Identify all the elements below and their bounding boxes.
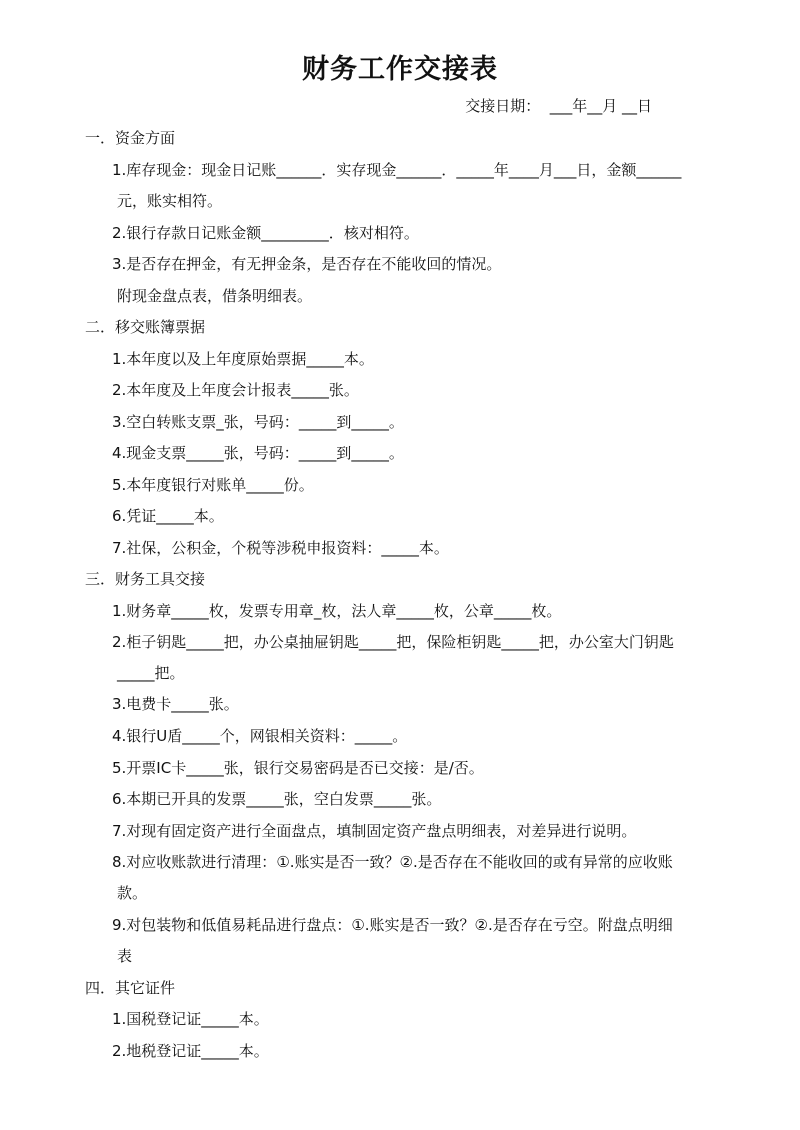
list-item: 1.本年度以及上年度原始票据_____本。 <box>112 350 374 368</box>
list-item: 2.地税登记证_____本。 <box>112 1042 269 1060</box>
list-item-continuation: 附现金盘点表，借条明细表。 <box>117 287 313 305</box>
list-item: 1.国税登记证_____本。 <box>112 1010 269 1028</box>
list-item-continuation: 表 <box>117 947 133 965</box>
list-item: 4.银行U盾_____个，网银相关资料：_____。 <box>112 727 408 745</box>
list-item: 2.本年度及上年度会计报表_____张。 <box>112 381 359 399</box>
list-item: 7.对现有固定资产进行全面盘点，填制固定资产盘点明细表，对差异进行说明。 <box>112 822 637 840</box>
list-item: 3.空白转账支票_张，号码：_____到_____。 <box>112 413 404 431</box>
section-heading-funds: 一．资金方面 <box>85 129 176 147</box>
list-item: 2.银行存款日记账金额_________．核对相符。 <box>112 224 419 242</box>
list-item: 6.本期已开具的发票_____张，空白发票_____张。 <box>112 790 442 808</box>
list-item: 7.社保，公积金，个税等涉税申报资料：_____本。 <box>112 539 449 557</box>
document-title: 财务工作交接表 <box>302 54 498 85</box>
section-heading-tools: 三．财务工具交接 <box>85 570 206 588</box>
list-item: 5.开票IC卡_____张，银行交易密码是否已交接：是/否。 <box>112 759 484 777</box>
handover-date: 交接日期： ___年__月 __日 <box>465 97 652 115</box>
list-item: 3.电费卡_____张。 <box>112 695 239 713</box>
list-item: 9.对包装物和低值易耗品进行盘点：①.账实是否一致？②.是否存在亏空。附盘点明细 <box>112 916 673 934</box>
list-item: 3.是否存在押金，有无押金条，是否存在不能收回的情况。 <box>112 255 502 273</box>
section-heading-books: 二．移交账簿票据 <box>85 318 206 336</box>
list-item: 6.凭证_____本。 <box>112 507 224 525</box>
list-item-continuation: 元，账实相符。 <box>117 192 223 210</box>
list-item: 4.现金支票_____张，号码：_____到_____。 <box>112 444 404 462</box>
list-item: 1.库存现金：现金日记账______．实存现金______．_____年____月___日，金额______ <box>112 161 682 179</box>
list-item: 5.本年度银行对账单_____份。 <box>112 476 314 494</box>
list-item: 8.对应收账款进行清理：①.账实是否一致？②.是否存在不能收回的或有异常的应收账 <box>112 853 673 871</box>
list-item-continuation: _____把。 <box>117 664 185 682</box>
list-item: 2.柜子钥匙_____把，办公桌抽屉钥匙_____把，保险柜钥匙_____把，办公室大门钥匙 <box>112 633 674 651</box>
list-item-continuation: 款。 <box>117 884 148 902</box>
section-heading-certificates: 四．其它证件 <box>85 979 176 997</box>
list-item: 1.财务章_____枚，发票专用章_枚，法人章_____枚，公章_____枚。 <box>112 602 562 620</box>
